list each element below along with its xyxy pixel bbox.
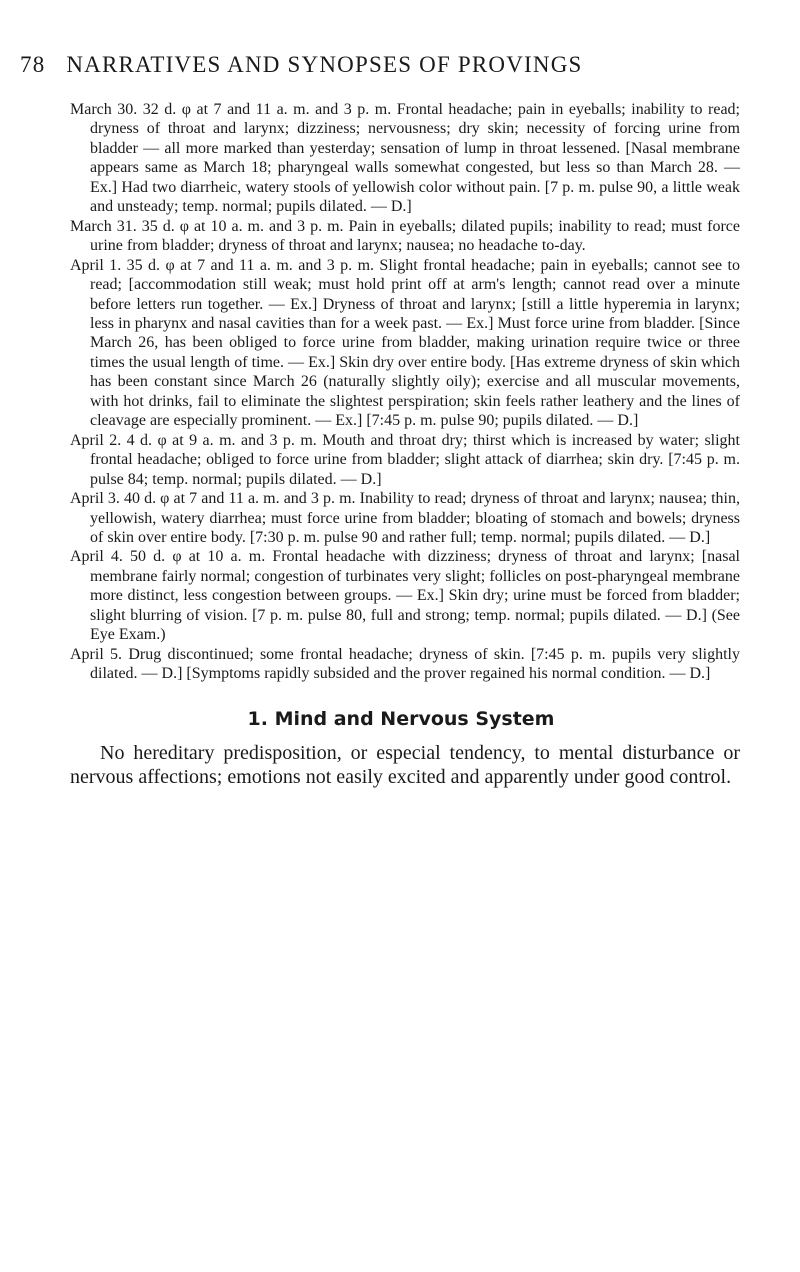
page-number: 78 [20, 52, 46, 77]
entry-april-3: April 3. 40 d. φ at 7 and 11 a. m. and 3 p. m. Inability to read; dryness of throat and larynx; nausea; thin, yellowish, watery diarrhea; must force urine from bladder; bloating of stomach and bowels; dryness of skin over entire body. [7:30 p. m. pulse 90 and rather full; temp. normal; pupils dilated. — D.] [70, 490, 740, 546]
running-title: NARRATIVES AND SYNOPSES OF PROVINGS [66, 52, 583, 77]
entry-march-30: March 30. 32 d. φ at 7 and 11 a. m. and 3 p. m. Frontal headache; pain in eyeballs; inability to read; dryness of throat and larynx; dizziness; nervousness; dry skin; necessity of forcing urine from bladder — all more marked than yesterday; sensation of lump in throat lessened. [Nasal membrane appears same as March 18; pharyngeal walls somewhat congested, but less so than March 28. — Ex.] Had two diarrheic, watery stools of yellowish color without pain. [7 p. m. pulse 90, a little weak and unsteady; temp. normal; pupils dilated. — D.] [70, 101, 740, 216]
entry-april-1: April 1. 35 d. φ at 7 and 11 a. m. and 3 p. m. Slight frontal headache; pain in eyeballs; cannot see to read; [accommodation still weak; must hold print off at arm's length; cannot read over a minute before letters run together. — Ex.] Dryness of throat and larynx; [still a little hyperemia in larynx; less in pharynx and nasal cavities than for a week past. — Ex.] Must force urine from bladder. [Since March 26, has been obliged to force urine from bladder, making urination require twice or three times the usual length of time. — Ex.] Skin dry over entire body. [Has extreme dryness of skin which has been constant since March 26 (naturally slightly oily); exercise and all muscular movements, with hot drinks, fail to eliminate the slightest perspiration; skin feels rather leathery and the lines of cleavage are especially prominent. — Ex.] [7:45 p. m. pulse 90; pupils dilated. — D.] [70, 256, 740, 430]
page-header [20, 52, 780, 82]
entry-april-5: April 5. Drug discontinued; some frontal headache; dryness of skin. [7:45 p. m. pupils very slightly dilated. — D.] [Symptoms rapidly subsided and the prover regained his normal condition. — D.] [70, 645, 740, 683]
entry-march-31: March 31. 35 d. φ at 10 a. m. and 3 p. m. Pain in eyeballs; dilated pupils; inability to read; must force urine from bladder; dryness of throat and larynx; nausea; no headache to-day. [70, 217, 740, 255]
section-paragraph: No hereditary predisposition, or especial tendency, to mental disturbance or nervous affections; emotions not easily excited and apparently under good control. [70, 741, 740, 788]
entry-april-2: April 2. 4 d. φ at 9 a. m. and 3 p. m. Mouth and throat dry; thirst which is increased by water; slight frontal headache; obliged to force urine from bladder; slight attack of diarrhea; skin dry. [7:45 p. m. pulse 84; temp. normal; pupils dilated. — D.] [70, 431, 740, 488]
section-heading: 1. Mind and Nervous System [247, 707, 555, 730]
body-text [70, 100, 740, 789]
proving-entries [70, 100, 740, 684]
entry-april-4: April 4. 50 d. φ at 10 a. m. Frontal headache with dizziness; dryness of throat and larynx; [nasal membrane fairly normal; congestion of turbinates very slight; follicles on post-pharyngeal membrane more distinct, less congestion between groups. — Ex.] Skin dry; urine must be forced from bladder; slight blurring of vision. [7 p. m. pulse 80, full and strong; temp. normal; pupils dilated. — D.] (See Eye Exam.) [70, 548, 740, 644]
